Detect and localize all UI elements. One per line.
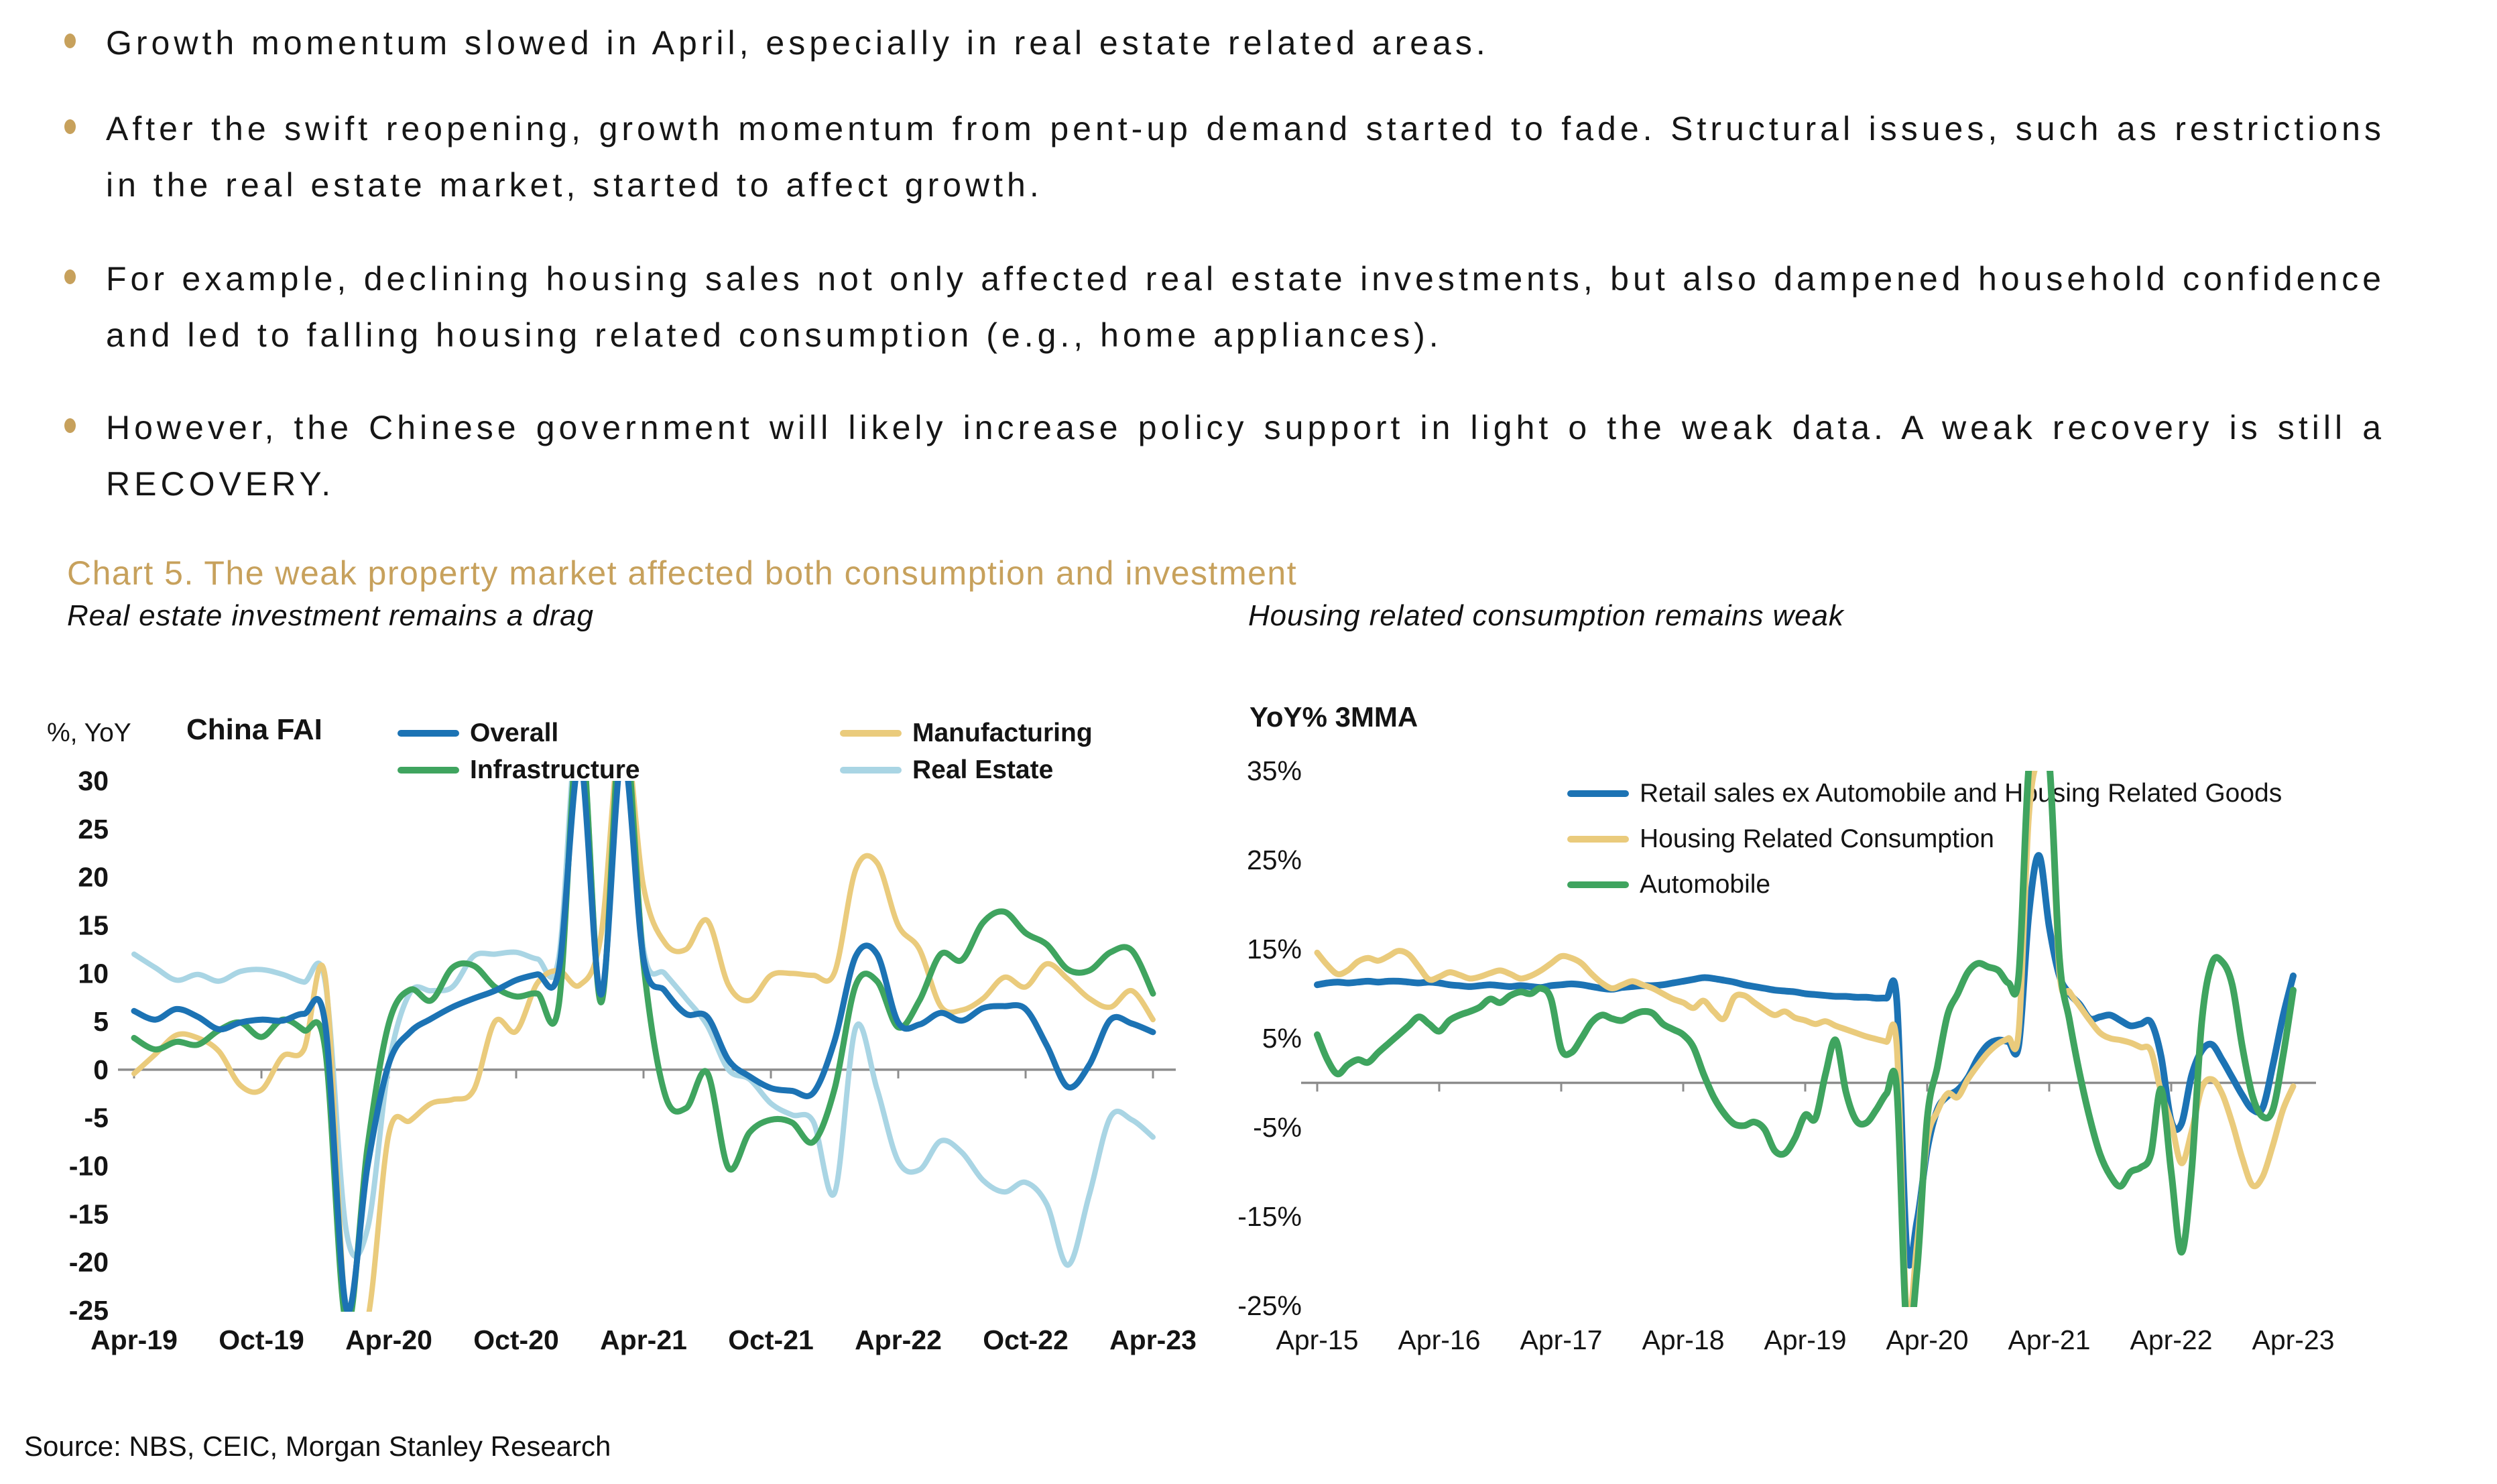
- svg-text:10: 10: [78, 958, 109, 989]
- bullet-item-4: However, the Chinese government will likely increase policy support in light o the weak data. A weak recovery is still a RECOVERY.: [106, 409, 2385, 503]
- svg-text:Apr-15: Apr-15: [1276, 1324, 1359, 1355]
- svg-text:5: 5: [93, 1006, 109, 1038]
- svg-text:Oct-21: Oct-21: [728, 1324, 814, 1355]
- svg-text:Apr-19: Apr-19: [1764, 1324, 1847, 1355]
- svg-text:-20: -20: [68, 1247, 109, 1278]
- legend-label-manufacturing: Manufacturing: [912, 719, 1093, 747]
- left-chart-title: China FAI: [186, 713, 322, 746]
- svg-text:Oct-22: Oct-22: [983, 1324, 1069, 1355]
- svg-text:Apr-20: Apr-20: [1886, 1324, 1969, 1355]
- left-chart-y-unit: %, YoY: [47, 719, 131, 747]
- bullet-item-1: Growth momentum slowed in April, especially in real estate related areas.: [106, 24, 1489, 62]
- left-chart-caption: Real estate investment remains a drag: [67, 599, 594, 632]
- svg-text:Apr-23: Apr-23: [2252, 1324, 2335, 1355]
- legend-label-retail-sales: Retail sales ex Automobile and Housing Related Goods: [1640, 779, 2282, 808]
- svg-text:-15: -15: [68, 1198, 109, 1230]
- svg-text:-25: -25: [68, 1295, 109, 1326]
- bullet-item-3: For example, declining housing sales not only affected real estate investments, but also dampened household confidence and led to falling housing related consumption (e.g., home appliances).: [106, 260, 2385, 354]
- svg-text:Apr-22: Apr-22: [2130, 1324, 2213, 1355]
- legend-label-automobile: Automobile: [1640, 870, 1771, 899]
- legend-label-overall: Overall: [470, 719, 559, 747]
- legend-label-housing-consumption: Housing Related Consumption: [1640, 824, 1994, 853]
- svg-text:Apr-16: Apr-16: [1398, 1324, 1481, 1355]
- svg-text:-5%: -5%: [1253, 1112, 1302, 1143]
- svg-text:0: 0: [93, 1054, 109, 1085]
- legend-label-infrastructure: Infrastructure: [470, 755, 640, 784]
- svg-text:Apr-21: Apr-21: [2008, 1324, 2091, 1355]
- svg-text:Apr-23: Apr-23: [1109, 1324, 1197, 1355]
- svg-text:Apr-18: Apr-18: [1642, 1324, 1725, 1355]
- svg-text:25%: 25%: [1246, 845, 1302, 875]
- svg-text:-25%: -25%: [1237, 1290, 1302, 1321]
- svg-text:Oct-20: Oct-20: [473, 1324, 559, 1355]
- svg-text:30: 30: [78, 765, 109, 796]
- svg-text:Apr-17: Apr-17: [1520, 1324, 1603, 1355]
- source-note: Source: NBS, CEIC, Morgan Stanley Research: [24, 1430, 611, 1462]
- legend-label-real-estate: Real Estate: [912, 755, 1054, 784]
- svg-text:25: 25: [78, 813, 109, 845]
- svg-text:5%: 5%: [1262, 1023, 1302, 1054]
- right-chart-title: YoY% 3MMA: [1250, 701, 1418, 733]
- svg-text:Apr-22: Apr-22: [855, 1324, 942, 1355]
- svg-text:20: 20: [78, 861, 109, 893]
- svg-text:-15%: -15%: [1237, 1201, 1302, 1232]
- svg-text:-10: -10: [68, 1150, 109, 1182]
- svg-text:-5: -5: [84, 1102, 109, 1133]
- right-chart-caption: Housing related consumption remains weak: [1248, 599, 1844, 632]
- svg-text:15: 15: [78, 910, 109, 941]
- svg-text:Apr-21: Apr-21: [600, 1324, 687, 1355]
- svg-text:15%: 15%: [1246, 934, 1302, 965]
- chart-heading: Chart 5. The weak property market affected both consumption and investment: [67, 554, 1298, 592]
- bullet-item-2: After the swift reopening, growth momentum from pent-up demand started to fade. Structural issues, such as restrictions in the real estate market, started to affect growth.: [106, 110, 2385, 204]
- svg-text:Apr-20: Apr-20: [345, 1324, 432, 1355]
- svg-text:Oct-19: Oct-19: [219, 1324, 304, 1355]
- svg-text:35%: 35%: [1246, 755, 1302, 786]
- svg-text:Apr-19: Apr-19: [90, 1324, 178, 1355]
